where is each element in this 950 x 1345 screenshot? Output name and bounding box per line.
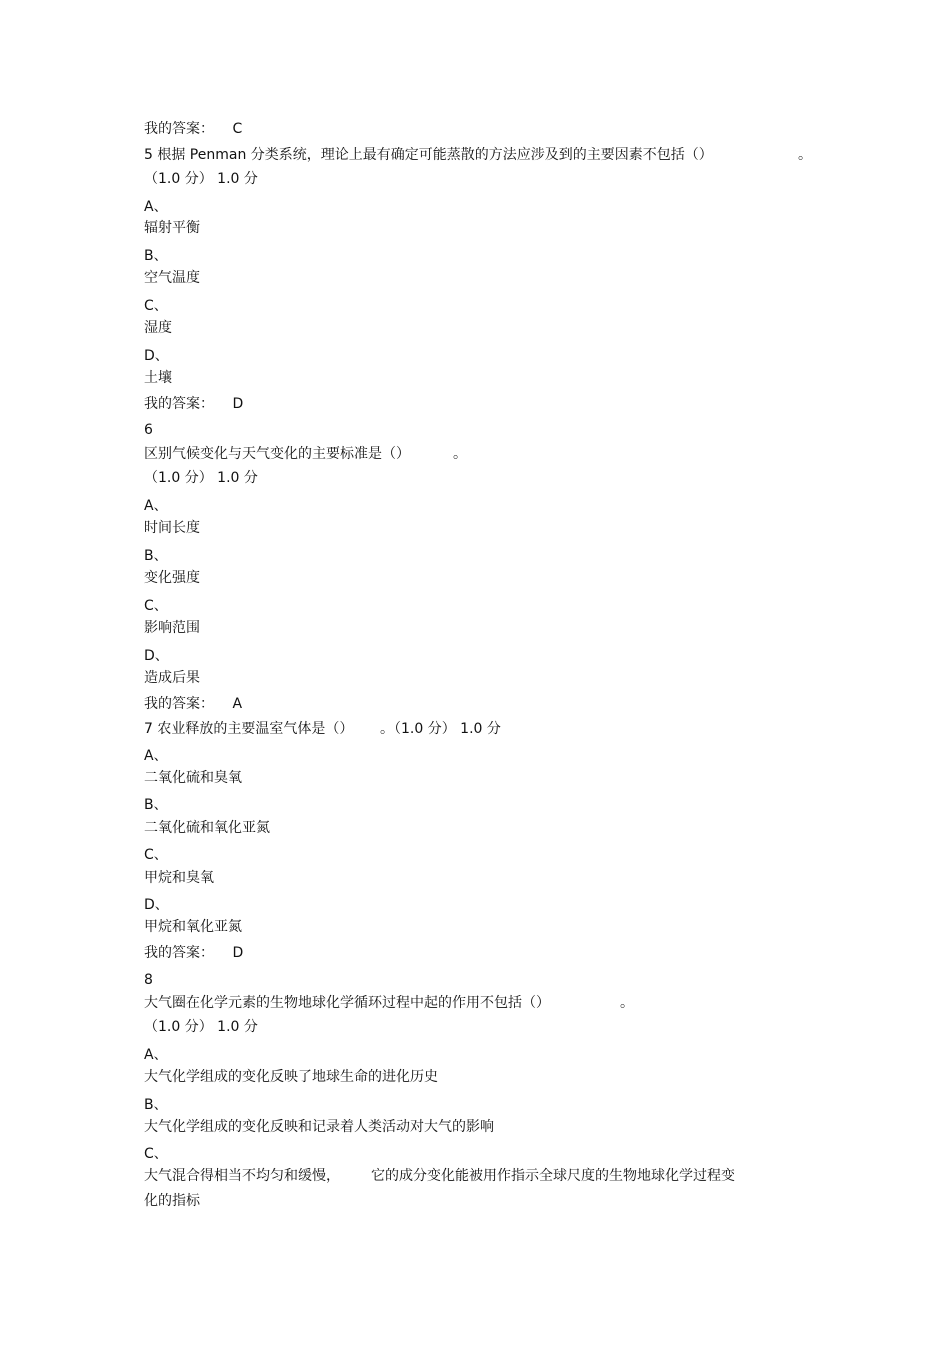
- answer-prefix: 我的答案：: [144, 696, 214, 712]
- option-text: 空气温度: [144, 270, 200, 286]
- question-stem: 5 根据 Penman 分类系统，理论上最有确定可能蒸散的方法应涉及到的主要因素不包括（）: [144, 147, 713, 163]
- option-text: 变化强度: [144, 570, 200, 586]
- option-letter: C、: [144, 1146, 168, 1162]
- answer-line: [144, 695, 242, 713]
- question-stem: 区别气候变化与天气变化的主要标准是（）: [144, 446, 410, 462]
- question-score: （1.0 分） 1.0 分: [144, 470, 258, 486]
- answer-value: D: [232, 945, 244, 961]
- option-text: 影响范围: [144, 620, 200, 636]
- option-text-continued: 它的成分变化能被用作指示全球尺度的生物地球化学过程变: [371, 1168, 735, 1184]
- option-letter: D、: [144, 348, 169, 364]
- answer-value: A: [232, 696, 243, 712]
- option-text: 大气化学组成的变化反映了地球生命的进化历史: [144, 1069, 438, 1085]
- question-stem: 大气圈在化学元素的生物地球化学循环过程中起的作用不包括（）: [144, 995, 550, 1011]
- option-text: 土壤: [144, 370, 172, 386]
- option-letter: B、: [144, 248, 168, 264]
- option-text: 二氧化硫和臭氧: [144, 770, 242, 786]
- option-text: 二氧化硫和氧化亚氮: [144, 820, 270, 836]
- option-letter: A、: [144, 748, 168, 764]
- option-letter: D、: [144, 897, 169, 913]
- option-letter: A、: [144, 199, 168, 215]
- question-score: （1.0 分） 1.0 分: [144, 1019, 258, 1035]
- option-text-line2: 化的指标: [144, 1193, 200, 1209]
- answer-line: [144, 395, 243, 413]
- option-letter: C、: [144, 847, 168, 863]
- answer-value: C: [232, 121, 243, 137]
- option-letter: B、: [144, 797, 168, 813]
- answer-line: [144, 120, 242, 138]
- option-letter: B、: [144, 1097, 168, 1113]
- option-letter: C、: [144, 598, 168, 614]
- question-score: （1.0 分） 1.0 分: [144, 171, 258, 187]
- answer-prefix: 我的答案：: [144, 945, 214, 961]
- option-letter: A、: [144, 1047, 168, 1063]
- option-text: 时间长度: [144, 520, 200, 536]
- option-letter: A、: [144, 498, 168, 514]
- question-stem-period: 。: [453, 446, 467, 462]
- answer-line: [144, 944, 243, 962]
- question-number: 6: [144, 422, 153, 438]
- answer-prefix: 我的答案：: [144, 396, 214, 412]
- question-number: 8: [144, 972, 153, 988]
- answer-prefix: 我的答案：: [144, 121, 214, 137]
- option-text: 湿度: [144, 320, 172, 336]
- option-text: 甲烷和氧化亚氮: [144, 919, 242, 935]
- option-letter: B、: [144, 548, 168, 564]
- option-letter: D、: [144, 648, 169, 664]
- option-text: 甲烷和臭氧: [144, 870, 214, 886]
- answer-value: D: [232, 396, 244, 412]
- option-text: 大气混合得相当不均匀和缓慢，: [144, 1168, 340, 1184]
- option-text: 辐射平衡: [144, 220, 200, 236]
- option-text: 造成后果: [144, 670, 200, 686]
- question-stem: 7 农业释放的主要温室气体是（）: [144, 721, 354, 737]
- option-letter: C、: [144, 298, 168, 314]
- question-stem-period: 。: [798, 147, 812, 163]
- question-stem-period: 。: [620, 995, 634, 1011]
- option-text: 大气化学组成的变化反映和记录着人类活动对大气的影响: [144, 1119, 494, 1135]
- question-score: 。（1.0 分） 1.0 分: [380, 721, 501, 737]
